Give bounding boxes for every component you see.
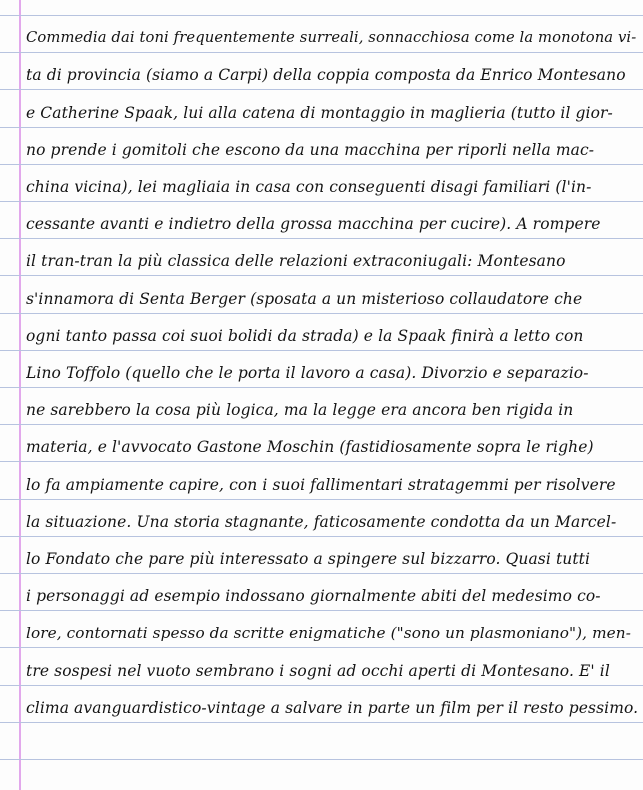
handwritten-line: il tran-tran la più classica delle relazioni extraconiugali: Montesano — [26, 252, 566, 271]
handwritten-line: china vicina), lei magliaia in casa con conseguenti disagi familiari (l'in- — [26, 178, 592, 196]
handwritten-line: e Catherine Spaak, lui alla catena di montaggio in maglieria (tutto il gior- — [26, 103, 613, 122]
margin-line — [19, 0, 21, 790]
handwritten-line: s'innamora di Senta Berger (sposata a un misterioso collaudatore che — [26, 289, 583, 308]
handwritten-line: lore, contornati spesso da scritte enigmatiche ("sono un plasmoniano"), men- — [26, 624, 631, 643]
handwritten-line: i personaggi ad esempio indossano giornalmente abiti del medesimo co- — [26, 587, 601, 606]
handwritten-line: ta di provincia (siamo a Carpi) della coppia composta da Enrico Montesano — [26, 66, 626, 85]
handwritten-line: Lino Toffolo (quello che le porta il lavoro a casa). Divorzio e separazio- — [26, 364, 589, 382]
handwritten-line: lo fa ampiamente capire, con i suoi fallimentari stratagemmi per risolvere — [26, 475, 616, 494]
ruled-line — [0, 759, 643, 760]
handwritten-line: lo Fondato che pare più interessato a spingere sul bizzarro. Quasi tutti — [26, 550, 591, 568]
handwritten-line: ogni tanto passa coi suoi bolidi da strada) e la Spaak finirà a letto con — [26, 326, 584, 345]
handwritten-line: Commedia dai toni frequentemente surreali, sonnacchiosa come la monotona vi- — [26, 29, 637, 47]
handwritten-line: ne sarebbero la cosa più logica, ma la legge era ancora ben rigida in — [26, 401, 574, 420]
ruled-line — [0, 15, 643, 16]
handwritten-line: tre sospesi nel vuoto sembrano i sogni ad occhi aperti di Montesano. E' il — [26, 661, 610, 680]
handwritten-line: clima avanguardistico-vintage a salvare in parte un film per il resto pessimo. — [26, 698, 638, 717]
handwritten-line: la situazione. Una storia stagnante, faticosamente condotta da un Marcel- — [26, 512, 617, 531]
handwritten-line: materia, e l'avvocato Gastone Moschin (fastidiosamente sopra le righe) — [26, 438, 594, 457]
handwritten-line: cessante avanti e indietro della grossa macchina per cucire). A rompere — [26, 215, 601, 234]
handwritten-line: no prende i gomitoli che escono da una macchina per riporli nella mac- — [26, 140, 595, 159]
